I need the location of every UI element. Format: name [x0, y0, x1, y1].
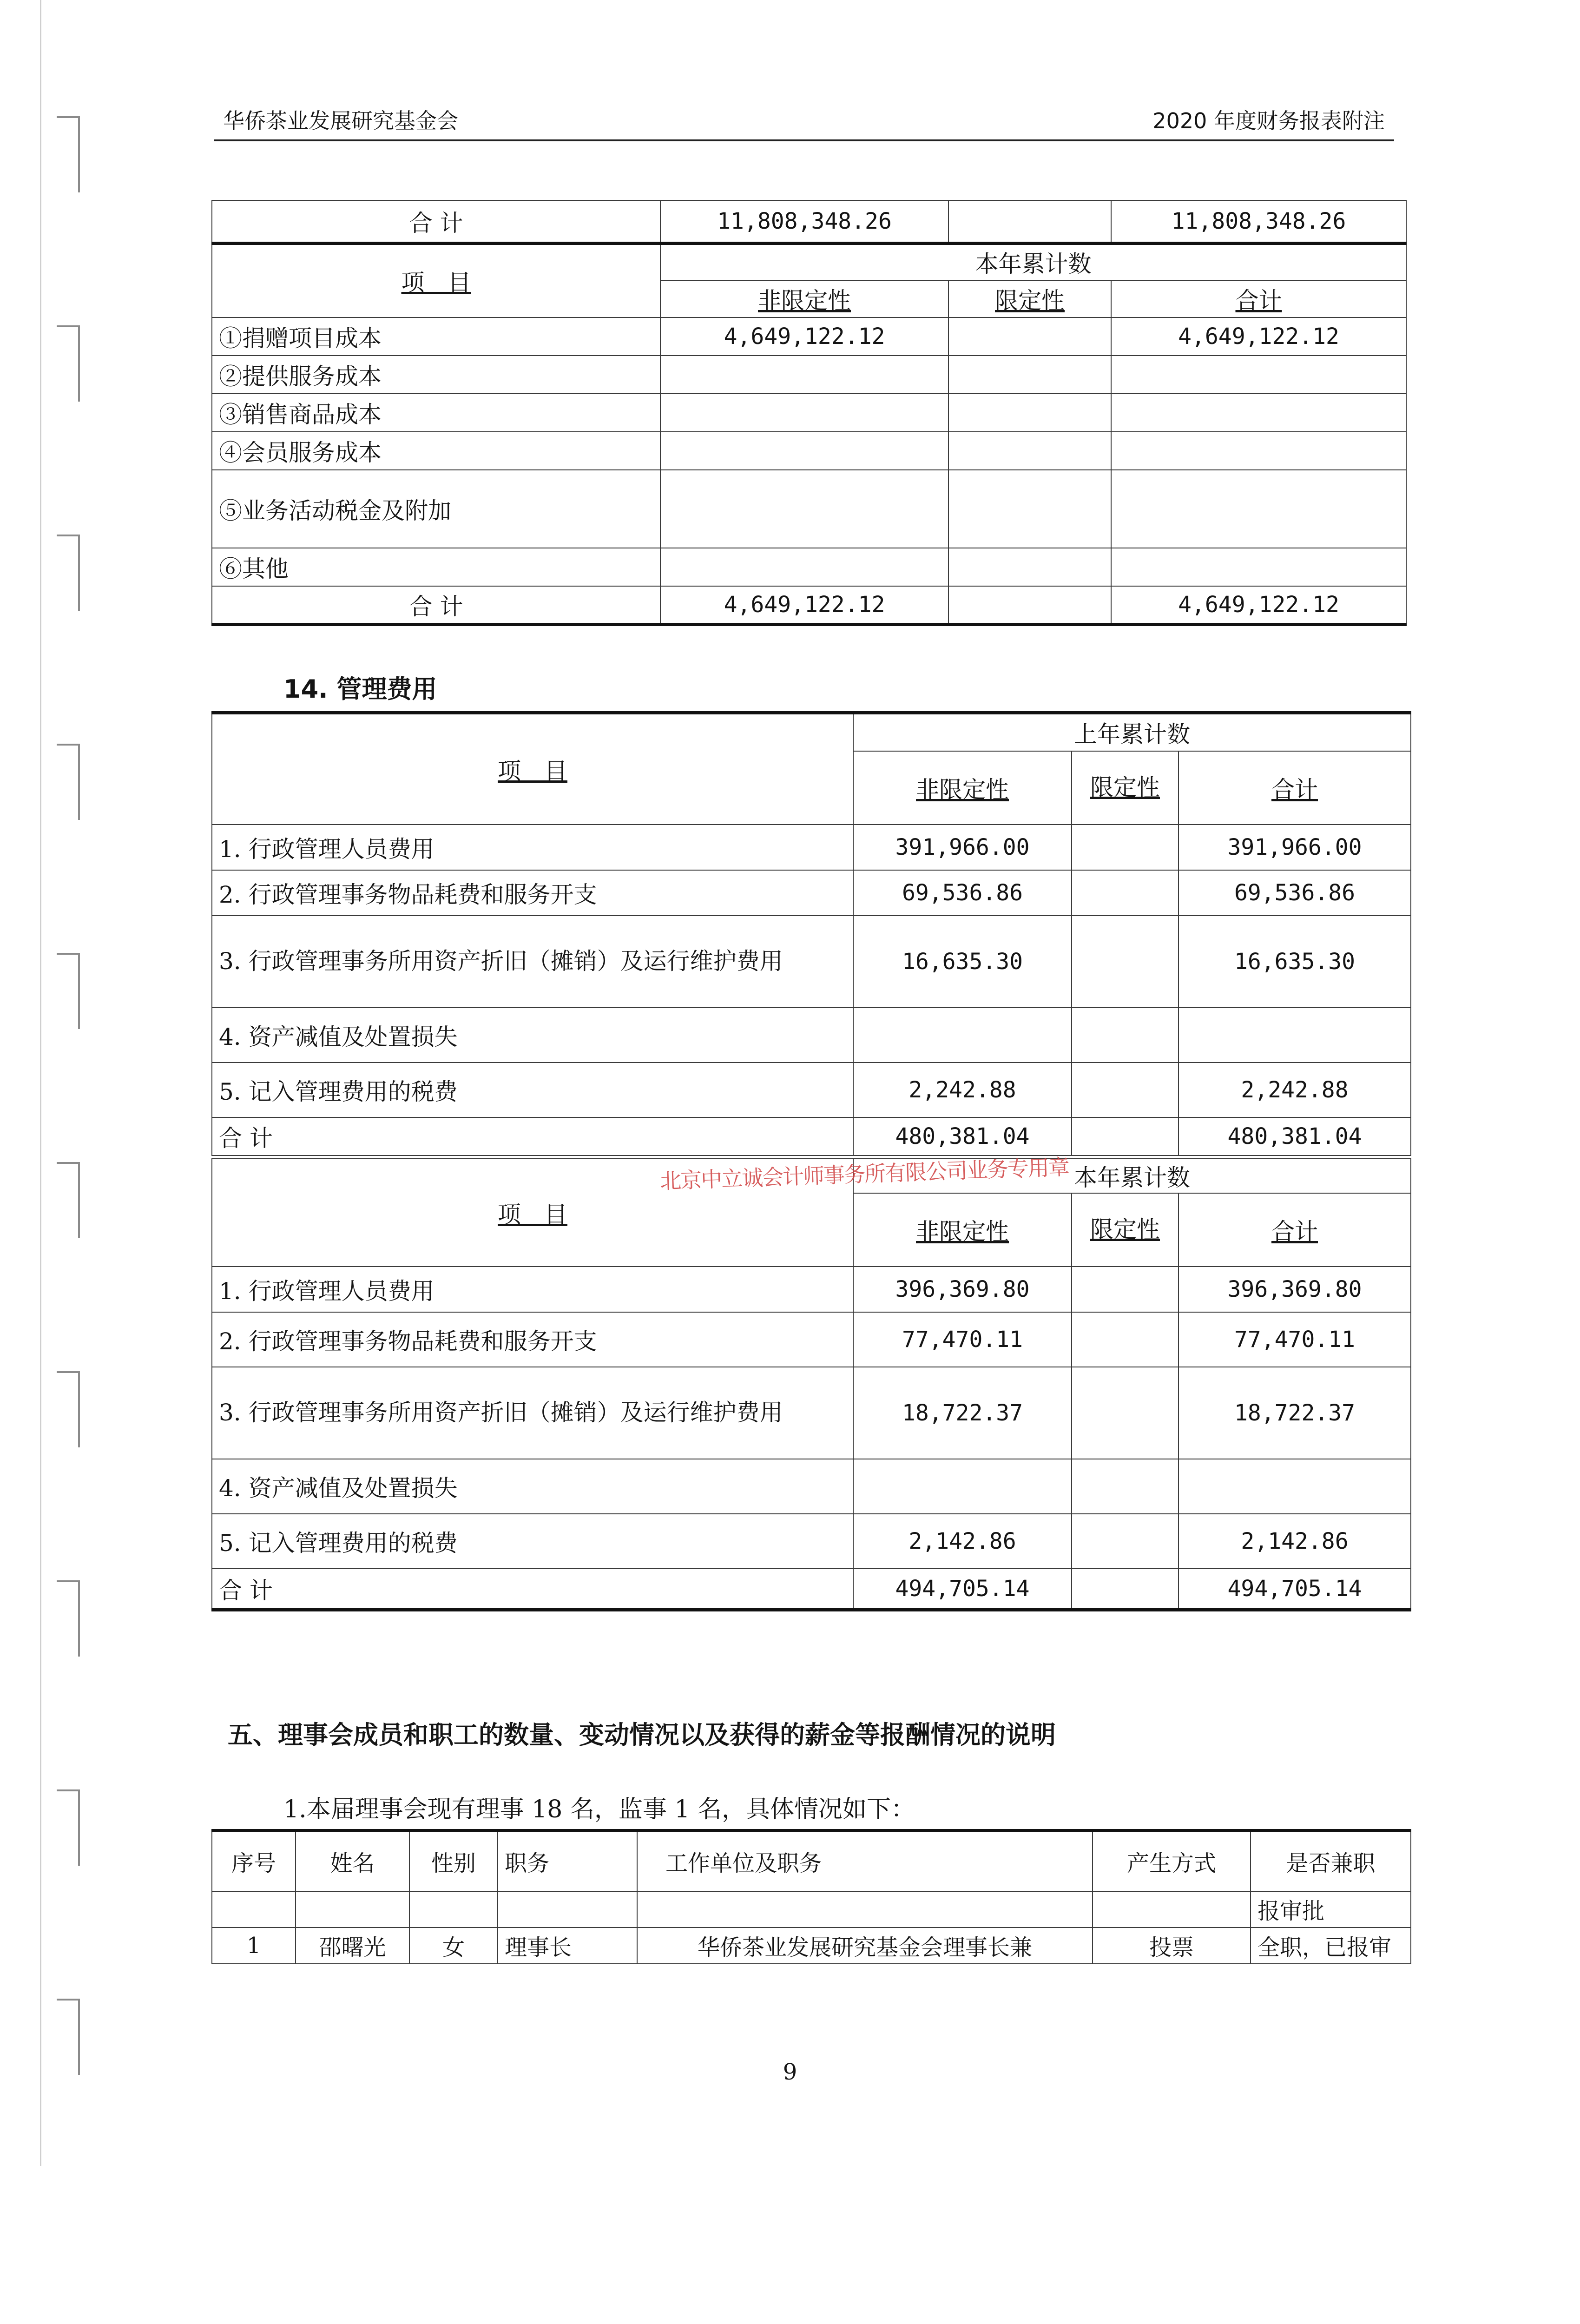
- approval-note: 报审批: [1251, 1891, 1411, 1928]
- col-header-item: 项 目: [212, 1159, 853, 1267]
- row-label: 1. 行政管理人员费用: [212, 1267, 853, 1312]
- member-method: 投票: [1093, 1928, 1251, 1964]
- restricted-cell: [1072, 1117, 1178, 1155]
- page-number: 9: [783, 2059, 797, 2085]
- binding-mark: [57, 1371, 80, 1447]
- binding-mark: [57, 1580, 80, 1657]
- restricted-cell: [948, 470, 1111, 548]
- period-header: 本年累计数: [853, 1159, 1411, 1193]
- empty-cell: [1093, 1891, 1251, 1928]
- header-doc-title: 2020 年度财务报表附注: [1152, 108, 1385, 133]
- restricted-cell: [1072, 1008, 1178, 1063]
- nonrestricted-cell: [660, 470, 948, 548]
- binding-mark: [57, 953, 80, 1029]
- row-label: 5. 记入管理费用的税费: [212, 1514, 853, 1569]
- total-cell: 69,536.86: [1178, 870, 1411, 916]
- board-members-table: [211, 1829, 1411, 1964]
- col-header-parttime: 是否兼职: [1251, 1831, 1411, 1891]
- restricted-cell: [1072, 1063, 1178, 1117]
- binding-mark: [57, 116, 80, 192]
- binding-mark: [57, 744, 80, 820]
- header-org: 华侨茶业发展研究基金会: [223, 108, 458, 133]
- section-title-5: 五、理事会成员和职工的数量、变动情况以及获得的薪金等报酬情况的说明: [228, 1720, 1056, 1750]
- total-cell: [1111, 470, 1406, 548]
- binding-mark: [57, 1162, 80, 1238]
- total-cell: 2,142.86: [1178, 1514, 1411, 1569]
- total-cell: 4,649,122.12: [1111, 586, 1406, 624]
- nonrestricted-cell: 494,705.14: [853, 1569, 1072, 1610]
- nonrestricted-cell: 18,722.37: [853, 1367, 1072, 1459]
- table-row: [212, 200, 1406, 243]
- nonrestricted-cell: 4,649,122.12: [660, 317, 948, 356]
- row-label: 5. 记入管理费用的税费: [212, 1063, 853, 1117]
- empty-cell: [212, 1891, 296, 1928]
- member-unit: 华侨茶业发展研究基金会理事长兼: [637, 1928, 1093, 1964]
- restricted-cell: [948, 586, 1111, 624]
- col-header-gender: 性别: [409, 1831, 498, 1891]
- total-cell: 11,808,348.26: [1111, 200, 1406, 243]
- management-expense-current-year-table: [211, 1158, 1411, 1611]
- nonrestricted-cell: 77,470.11: [853, 1312, 1072, 1367]
- col-header-position: 职务: [498, 1831, 637, 1891]
- total-cell: 2,242.88: [1178, 1063, 1411, 1117]
- period-header: 上年累计数: [853, 713, 1411, 751]
- nonrestricted-cell: 480,381.04: [853, 1117, 1072, 1155]
- restricted-cell: [948, 394, 1111, 432]
- member-no: 1: [212, 1928, 296, 1964]
- table-row: [212, 432, 1406, 470]
- col-header-nonrestricted: 非限定性: [853, 1193, 1072, 1267]
- row-label: 4. 资产减值及处置损失: [212, 1459, 853, 1514]
- row-label: ④会员服务成本: [212, 432, 660, 470]
- total-cell: 77,470.11: [1178, 1312, 1411, 1367]
- total-cell: [1111, 548, 1406, 586]
- binding-mark: [57, 325, 80, 402]
- total-cell: 396,369.80: [1178, 1267, 1411, 1312]
- table-row: [212, 1367, 1411, 1459]
- row-label: 合 计: [212, 1117, 853, 1155]
- row-label: 3. 行政管理事务所用资产折旧（摊销）及运行维护费用: [212, 1367, 853, 1459]
- table-row: [212, 394, 1406, 432]
- restricted-cell: [1072, 1267, 1178, 1312]
- row-label: 3. 行政管理事务所用资产折旧（摊销）及运行维护费用: [212, 916, 853, 1008]
- table-row: [212, 1459, 1411, 1514]
- table-row: [212, 1891, 1411, 1928]
- restricted-cell: [1072, 825, 1178, 870]
- nonrestricted-cell: 2,242.88: [853, 1063, 1072, 1117]
- total-cell: 494,705.14: [1178, 1569, 1411, 1610]
- binding-mark: [57, 535, 80, 611]
- member-parttime: 全职，已报审: [1251, 1928, 1411, 1964]
- management-expense-prior-year-table: [211, 711, 1411, 1156]
- nonrestricted-cell: 11,808,348.26: [660, 200, 948, 243]
- empty-cell: [409, 1891, 498, 1928]
- table-row: [212, 916, 1411, 1008]
- table-row: [212, 1514, 1411, 1569]
- row-label: 1. 行政管理人员费用: [212, 825, 853, 870]
- restricted-cell: [948, 317, 1111, 356]
- restricted-cell: [1072, 1367, 1178, 1459]
- nonrestricted-cell: [660, 356, 948, 394]
- member-name: 邵曙光: [296, 1928, 409, 1964]
- total-cell: [1178, 1459, 1411, 1514]
- restricted-cell: [1072, 1312, 1178, 1367]
- col-header-unit: 工作单位及职务: [637, 1831, 1093, 1891]
- restricted-cell: [1072, 870, 1178, 916]
- empty-cell: [296, 1891, 409, 1928]
- member-position: 理事长: [498, 1928, 637, 1964]
- nonrestricted-cell: 2,142.86: [853, 1514, 1072, 1569]
- nonrestricted-cell: [660, 432, 948, 470]
- col-header-restricted: 限定性: [1072, 751, 1178, 825]
- period-header: 本年累计数: [660, 243, 1406, 280]
- empty-cell: [498, 1891, 637, 1928]
- row-label: 合 计: [212, 1569, 853, 1610]
- restricted-cell: [1072, 916, 1178, 1008]
- page-header: [214, 107, 1394, 141]
- restricted-cell: [948, 548, 1111, 586]
- table-row: [212, 1312, 1411, 1367]
- table-row: [212, 586, 1406, 624]
- binding-mark: [57, 1789, 80, 1866]
- restricted-cell: [948, 200, 1111, 243]
- nonrestricted-cell: 16,635.30: [853, 916, 1072, 1008]
- table-row: [212, 1928, 1411, 1964]
- total-cell: 4,649,122.12: [1111, 317, 1406, 356]
- col-header-total: 合计: [1178, 751, 1411, 825]
- table-row: [212, 1569, 1411, 1610]
- row-label: 合 计: [212, 200, 660, 243]
- col-header-restricted: 限定性: [1072, 1193, 1178, 1267]
- col-header-nonrestricted: 非限定性: [853, 751, 1072, 825]
- row-label: 4. 资产减值及处置损失: [212, 1008, 853, 1063]
- col-header-item: 项 目: [212, 713, 853, 825]
- restricted-cell: [1072, 1569, 1178, 1610]
- table-row: [212, 825, 1411, 870]
- table-row: [212, 1008, 1411, 1063]
- nonrestricted-cell: [660, 548, 948, 586]
- table-row: [212, 870, 1411, 916]
- nonrestricted-cell: [853, 1008, 1072, 1063]
- table-row: [212, 1063, 1411, 1117]
- row-label: ⑤业务活动税金及附加: [212, 470, 660, 548]
- restricted-cell: [1072, 1459, 1178, 1514]
- total-cell: [1178, 1008, 1411, 1063]
- total-cell: 480,381.04: [1178, 1117, 1411, 1155]
- table-row: [212, 356, 1406, 394]
- row-label: ⑥其他: [212, 548, 660, 586]
- board-paragraph: 1.本届理事会现有理事 18 名，监事 1 名，具体情况如下：: [283, 1796, 915, 1823]
- table-row: [212, 548, 1406, 586]
- nonrestricted-cell: [853, 1459, 1072, 1514]
- row-label: 2. 行政管理事务物品耗费和服务开支: [212, 870, 853, 916]
- total-cell: 16,635.30: [1178, 916, 1411, 1008]
- total-cell: [1111, 432, 1406, 470]
- col-header-no: 序号: [212, 1831, 296, 1891]
- empty-cell: [637, 1891, 1093, 1928]
- nonrestricted-cell: 391,966.00: [853, 825, 1072, 870]
- nonrestricted-cell: [660, 394, 948, 432]
- col-header-restricted: 限定性: [948, 280, 1111, 317]
- col-header-total: 合计: [1111, 280, 1406, 317]
- nonrestricted-cell: 396,369.80: [853, 1267, 1072, 1312]
- table-row: [212, 317, 1406, 356]
- nonrestricted-cell: 69,536.86: [853, 870, 1072, 916]
- table-row: [212, 1267, 1411, 1312]
- col-header-method: 产生方式: [1093, 1831, 1251, 1891]
- restricted-cell: [948, 432, 1111, 470]
- scan-edge-line: [40, 0, 41, 2166]
- section-title-14: 14. 管理费用: [283, 674, 437, 704]
- total-cell: 391,966.00: [1178, 825, 1411, 870]
- row-label: 2. 行政管理事务物品耗费和服务开支: [212, 1312, 853, 1367]
- col-header-name: 姓名: [296, 1831, 409, 1891]
- accounting-firm-stamp: 北京中立诚会计师事务所有限公司业务专用章: [659, 1154, 1069, 1194]
- row-label: ③销售商品成本: [212, 394, 660, 432]
- row-label: 合 计: [212, 586, 660, 624]
- restricted-cell: [1072, 1514, 1178, 1569]
- col-header-item: 项 目: [212, 243, 660, 317]
- member-gender: 女: [409, 1928, 498, 1964]
- total-cell: [1111, 356, 1406, 394]
- total-cell: [1111, 394, 1406, 432]
- total-cell: 18,722.37: [1178, 1367, 1411, 1459]
- col-header-nonrestricted: 非限定性: [660, 280, 948, 317]
- row-label: ②提供服务成本: [212, 356, 660, 394]
- business-cost-table: [211, 200, 1407, 626]
- table-row: [212, 1117, 1411, 1155]
- restricted-cell: [948, 356, 1111, 394]
- row-label: ①捐赠项目成本: [212, 317, 660, 356]
- col-header-total: 合计: [1178, 1193, 1411, 1267]
- nonrestricted-cell: 4,649,122.12: [660, 586, 948, 624]
- table-row: [212, 470, 1406, 548]
